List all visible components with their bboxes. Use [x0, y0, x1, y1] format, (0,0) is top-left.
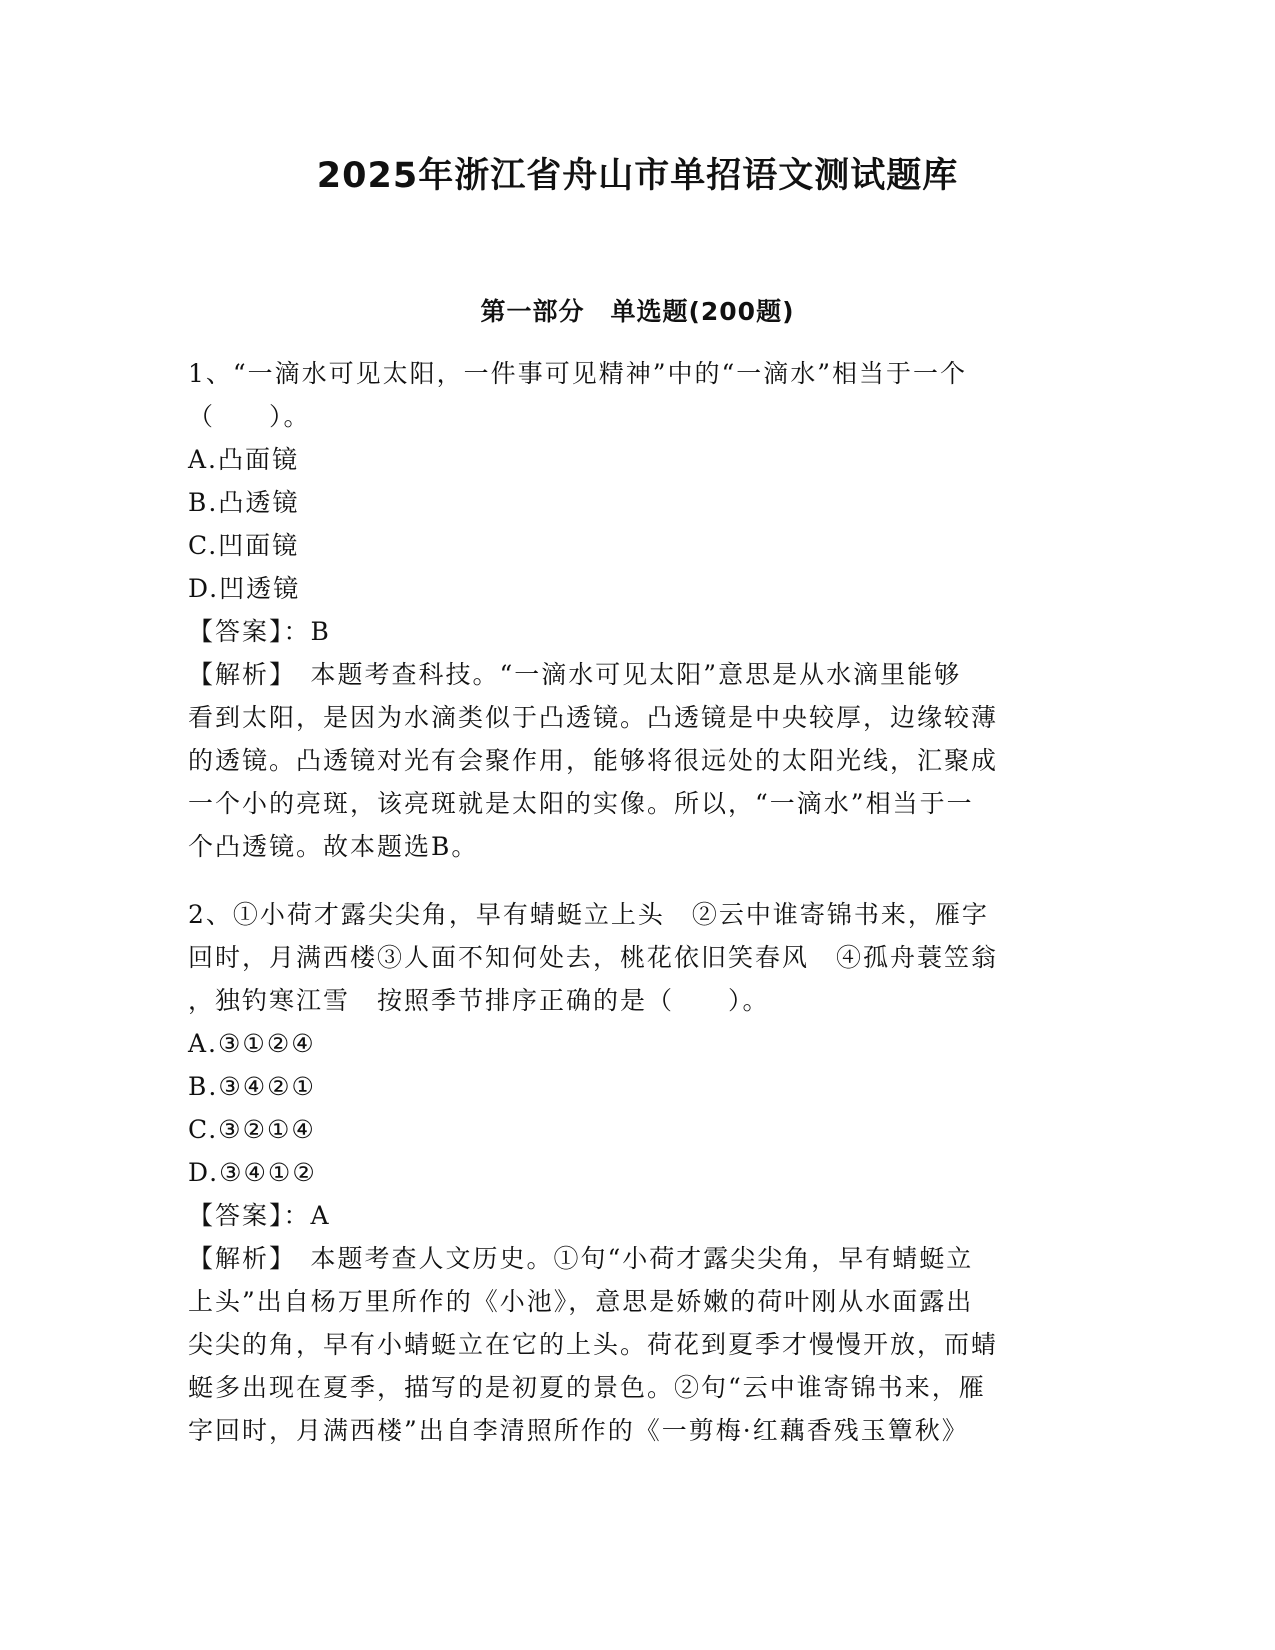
analysis-line: 一个小的亮斑，该亮斑就是太阳的实像。所以，“一滴水”相当于一	[188, 789, 974, 818]
analysis-line: 蜓多出现在夏季，描写的是初夏的景色。②句“云中谁寄锦书来，雁	[188, 1373, 986, 1402]
analysis-line: 【解析】 本题考查科技。“一滴水可见太阳”意思是从水滴里能够	[188, 660, 962, 689]
option-d: D.③④①②	[188, 1158, 317, 1187]
option-c: C.③②①④	[188, 1115, 316, 1144]
question-1	[188, 352, 1088, 868]
option-a: A.凸面镜	[188, 445, 300, 474]
option-d: D.凹透镜	[188, 574, 301, 603]
analysis-line: 【解析】 本题考查人文历史。①句“小荷才露尖尖角，早有蜻蜓立	[188, 1244, 974, 1273]
section-title: 第一部分 单选题(200题)	[480, 297, 795, 326]
question-2	[188, 893, 1088, 1452]
question-stem-line: （ ）。	[188, 402, 311, 431]
question-stem-line: 回时，月满西楼③人面不知何处去，桃花依旧笑春风 ④孤舟蓑笠翁	[188, 943, 999, 972]
document-title: 2025年浙江省舟山市单招语文测试题库	[316, 156, 959, 196]
analysis-line: 尖尖的角，早有小蜻蜓立在它的上头。荷花到夏季才慢慢开放，而蜻	[188, 1330, 999, 1359]
analysis-line: 看到太阳，是因为水滴类似于凸透镜。凸透镜是中央较厚，边缘较薄	[188, 703, 999, 732]
analysis-line: 个凸透镜。故本题选B。	[188, 832, 479, 861]
question-stem-line: 2、①小荷才露尖尖角，早有蜻蜓立上头 ②云中谁寄锦书来，雁字	[188, 900, 989, 929]
option-a: A.③①②④	[188, 1029, 316, 1058]
analysis-line: 的透镜。凸透镜对光有会聚作用，能够将很远处的太阳光线，汇聚成	[188, 746, 999, 775]
option-c: C.凹面镜	[188, 531, 300, 560]
analysis-line: 上头”出自杨万里所作的《小池》，意思是娇嫩的荷叶刚从水面露出	[188, 1287, 974, 1316]
question-stem-line: 1、“一滴水可见太阳，一件事可见精神”中的“一滴水”相当于一个	[188, 359, 968, 388]
option-b: B.③④②①	[188, 1072, 316, 1101]
answer-line: 【答案】：A	[188, 1201, 331, 1230]
analysis-line: 字回时，月满西楼”出自李清照所作的《一剪梅·红藕香残玉簟秋》	[188, 1416, 969, 1445]
option-b: B.凸透镜	[188, 488, 300, 517]
answer-line: 【答案】：B	[188, 617, 331, 646]
question-stem-line: ，独钓寒江雪 按照季节排序正确的是（ ）。	[188, 986, 770, 1015]
